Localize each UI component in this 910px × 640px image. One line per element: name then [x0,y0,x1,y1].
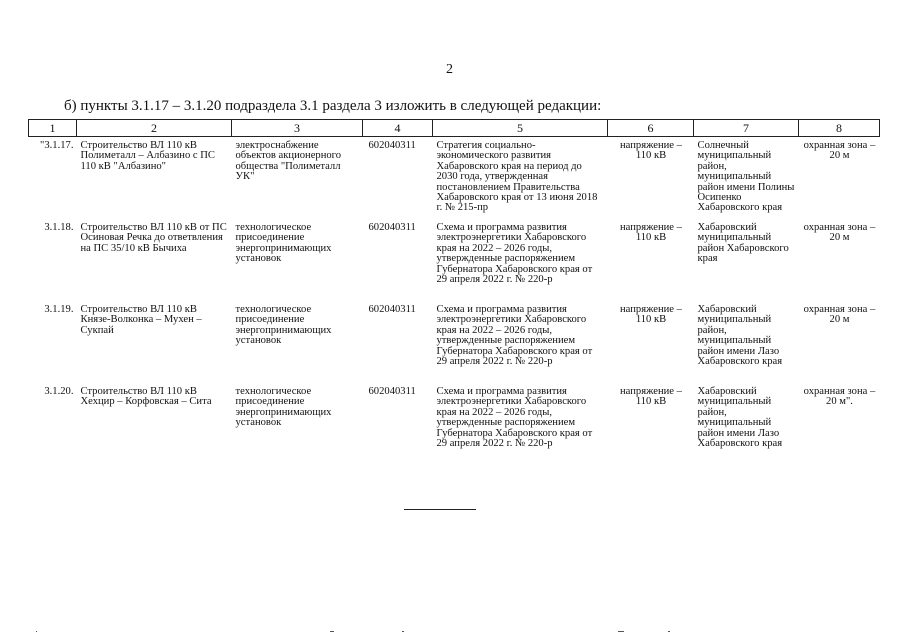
column-header: 4 [363,120,433,137]
scan-artifact [330,631,334,632]
object-code: 602040311 [368,140,416,151]
column-header: 8 [799,120,880,137]
item-number: 3.1.20. [44,386,74,397]
table-header-row [29,120,880,137]
object-name: Строительство ВЛ 110 кВ от ПС Осиновая Речка до ответвления на ПС 35/10 кВ Бычиха [80,222,227,254]
object-code: 602040311 [368,222,416,233]
separator-line [404,509,476,510]
scan-artifact [618,631,624,632]
voltage: напряжение – 110 кВ [620,140,682,162]
location: Солнечный муниципальный район, муниципальный район имени Полины Осипенко Хабаровского края [697,140,795,214]
table-row [29,383,880,465]
column-header: 5 [433,120,608,137]
location: Хабаровский муниципальный район, муниципальный район имени Лазо Хабаровского края [697,386,783,450]
table-row [29,137,880,220]
item-number: 3.1.19. [44,304,74,315]
scan-artifact [668,631,670,632]
table-row [29,219,880,301]
voltage: напряжение – 110 кВ [620,222,682,244]
object-code: 602040311 [368,304,416,315]
column-header: 1 [29,120,77,137]
protection-zone: охранная зона – 20 м [803,222,876,244]
item-number: "3.1.17. [40,140,74,151]
planning-basis: Схема и программа развития электроэнергетики Хабаровского края на 2022 – 2026 годы, утвержденные распоряжением Губернатора Хабаровского края от 29 апреля 2022 г. № 220-р [436,304,593,368]
object-purpose: электроснабжение объектов акционерного общества "Полиметалл УК" [235,140,342,183]
column-header: 3 [232,120,363,137]
planning-basis: Стратегия социально-экономического развития Хабаровского края на период до 2030 года, утвержденная постановлением Правительства Хабаровского края от 13 июня 2018 г. № 215-пр [436,140,598,214]
scan-artifact [402,631,404,632]
planning-basis: Схема и программа развития электроэнергетики Хабаровского края на 2022 – 2026 годы, утвержденные распоряжением Губернатора Хабаровского края от 29 апреля 2022 г. № 220-р [436,386,593,450]
protection-zone: охранная зона – 20 м [803,304,876,326]
voltage: напряжение – 110 кВ [620,304,682,326]
intro-paragraph: б) пункты 3.1.17 – 3.1.20 подраздела 3.1 раздела 3 изложить в следующей редакции: [64,98,602,114]
column-header: 7 [694,120,799,137]
scan-artifact [36,631,37,632]
voltage: напряжение – 110 кВ [620,386,682,408]
object-purpose: технологическое присоединение энергопринимающих установок [235,386,332,429]
object-name: Строительство ВЛ 110 кВ Князе-Волконка – Мухен – Сукпай [80,304,202,336]
protection-zone: охранная зона – 20 м [803,140,876,162]
item-number: 3.1.18. [44,222,74,233]
protection-zone: охранная зона – 20 м". [803,386,876,408]
column-header: 6 [608,120,694,137]
location: Хабаровский муниципальный район, муниципальный район имени Лазо Хабаровского края [697,304,783,368]
object-code: 602040311 [368,386,416,397]
table-row [29,301,880,383]
planning-basis: Схема и программа развития электроэнергетики Хабаровского края на 2022 – 2026 годы, утвержденные распоряжением Губернатора Хабаровского края от 29 апреля 2022 г. № 220-р [436,222,593,286]
column-header: 2 [77,120,232,137]
object-purpose: технологическое присоединение энергопринимающих установок [235,304,332,347]
object-purpose: технологическое присоединение энергопринимающих установок [235,222,332,265]
page-number: 2 [446,62,453,77]
objects-table [28,119,880,465]
object-name: Строительство ВЛ 110 кВ Полиметалл – Албазино с ПС 110 кВ "Албазино" [80,140,215,172]
object-name: Строительство ВЛ 110 кВ Хехцир – Корфовская – Сита [80,386,212,408]
location: Хабаровский муниципальный район Хабаровского края [697,222,789,265]
